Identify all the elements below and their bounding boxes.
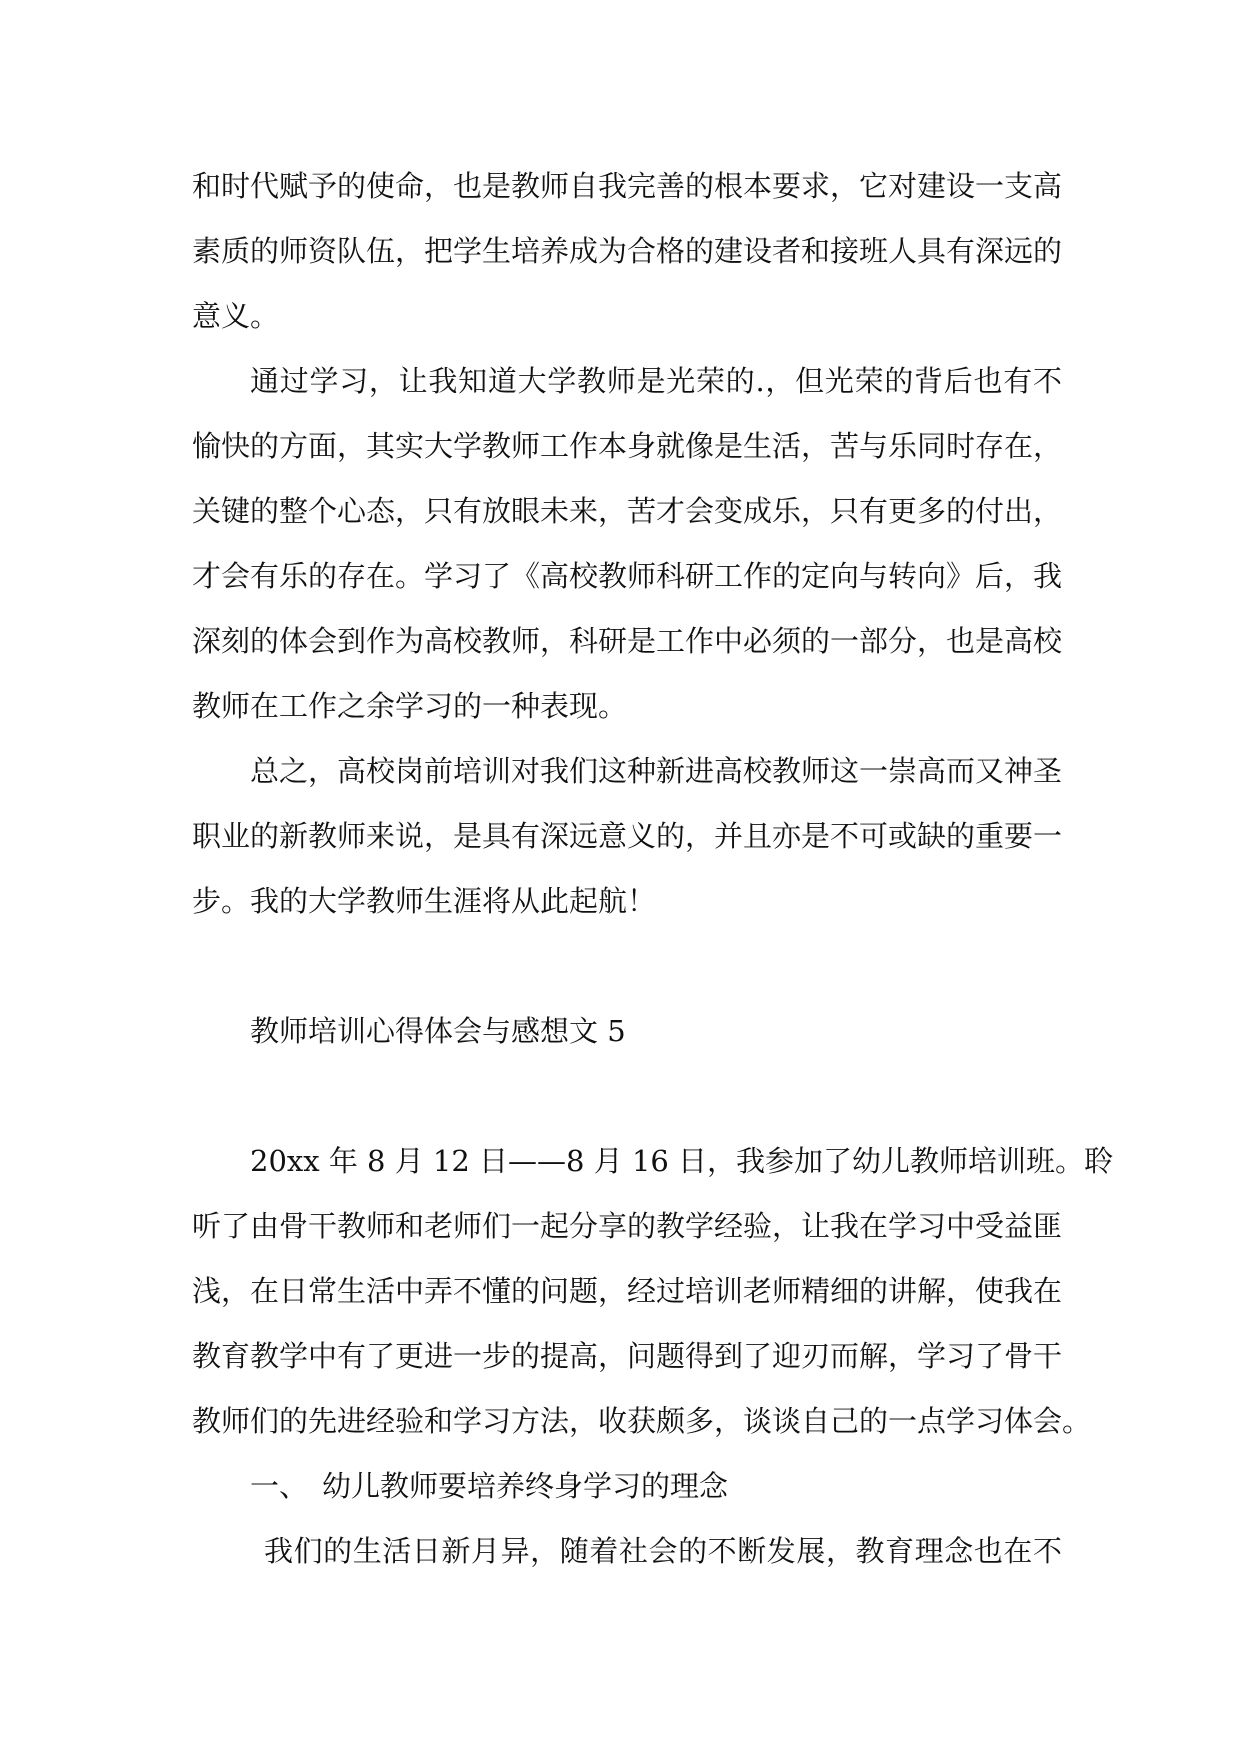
paragraph-2-line-5: 深刻的体会到作为高校教师，科研是工作中必须的一部分，也是高校	[192, 624, 1063, 658]
paragraph-4-line-2: 听了由骨干教师和老师们一起分享的教学经验，让我在学习中受益匪	[192, 1209, 1063, 1243]
paragraph-4-line-4: 教育教学中有了更进一步的提高，问题得到了迎刃而解，学习了骨干	[192, 1339, 1063, 1373]
paragraph-3-line-3: 步。我的大学教师生涯将从此起航！	[192, 884, 657, 918]
paragraph-2-line-1: 通过学习，让我知道大学教师是光荣的.，但光荣的背后也有不	[250, 364, 1062, 398]
paragraph-1-line-2: 素质的师资队伍，把学生培养成为合格的建设者和接班人具有深远的	[192, 234, 1063, 268]
paragraph-2-line-6: 教师在工作之余学习的一种表现。	[192, 689, 628, 723]
list-item-text: 幼儿教师要培养终身学习的理念	[322, 1469, 729, 1503]
paragraph-5-line-1: 我们的生活日新月异，随着社会的不断发展，教育理念也在不	[264, 1534, 1062, 1568]
paragraph-3-line-2: 职业的新教师来说，是具有深远意义的，并且亦是不可或缺的重要一	[192, 819, 1063, 853]
paragraph-1-line-3: 意义。	[192, 299, 280, 333]
section-title: 教师培训心得体会与感想文 5	[250, 1014, 626, 1048]
paragraph-1-line-1: 和时代赋予的使命，也是教师自我完善的根本要求，它对建设一支高	[192, 169, 1063, 203]
paragraph-4-line-3: 浅，在日常生活中弄不懂的问题，经过培训老师精细的讲解，使我在	[192, 1274, 1063, 1308]
list-item-number: 一、	[250, 1469, 309, 1503]
paragraph-2-line-2: 愉快的方面，其实大学教师工作本身就像是生活，苦与乐同时存在，	[192, 429, 1063, 463]
paragraph-4-line-1: 20xx 年 8 月 12 日——8 月 16 日，我参加了幼儿教师培训班。聆	[250, 1144, 1114, 1178]
paragraph-3-line-1: 总之，高校岗前培训对我们这种新进高校教师这一崇高而又神圣	[250, 754, 1063, 788]
paragraph-2-line-4: 才会有乐的存在。学习了《高校教师科研工作的定向与转向》后，我	[192, 559, 1063, 593]
paragraph-2-line-3: 关键的整个心态，只有放眼未来，苦才会变成乐，只有更多的付出，	[192, 494, 1063, 528]
paragraph-4-line-5: 教师们的先进经验和学习方法，收获颇多，谈谈自己的一点学习体会。	[192, 1404, 1092, 1438]
